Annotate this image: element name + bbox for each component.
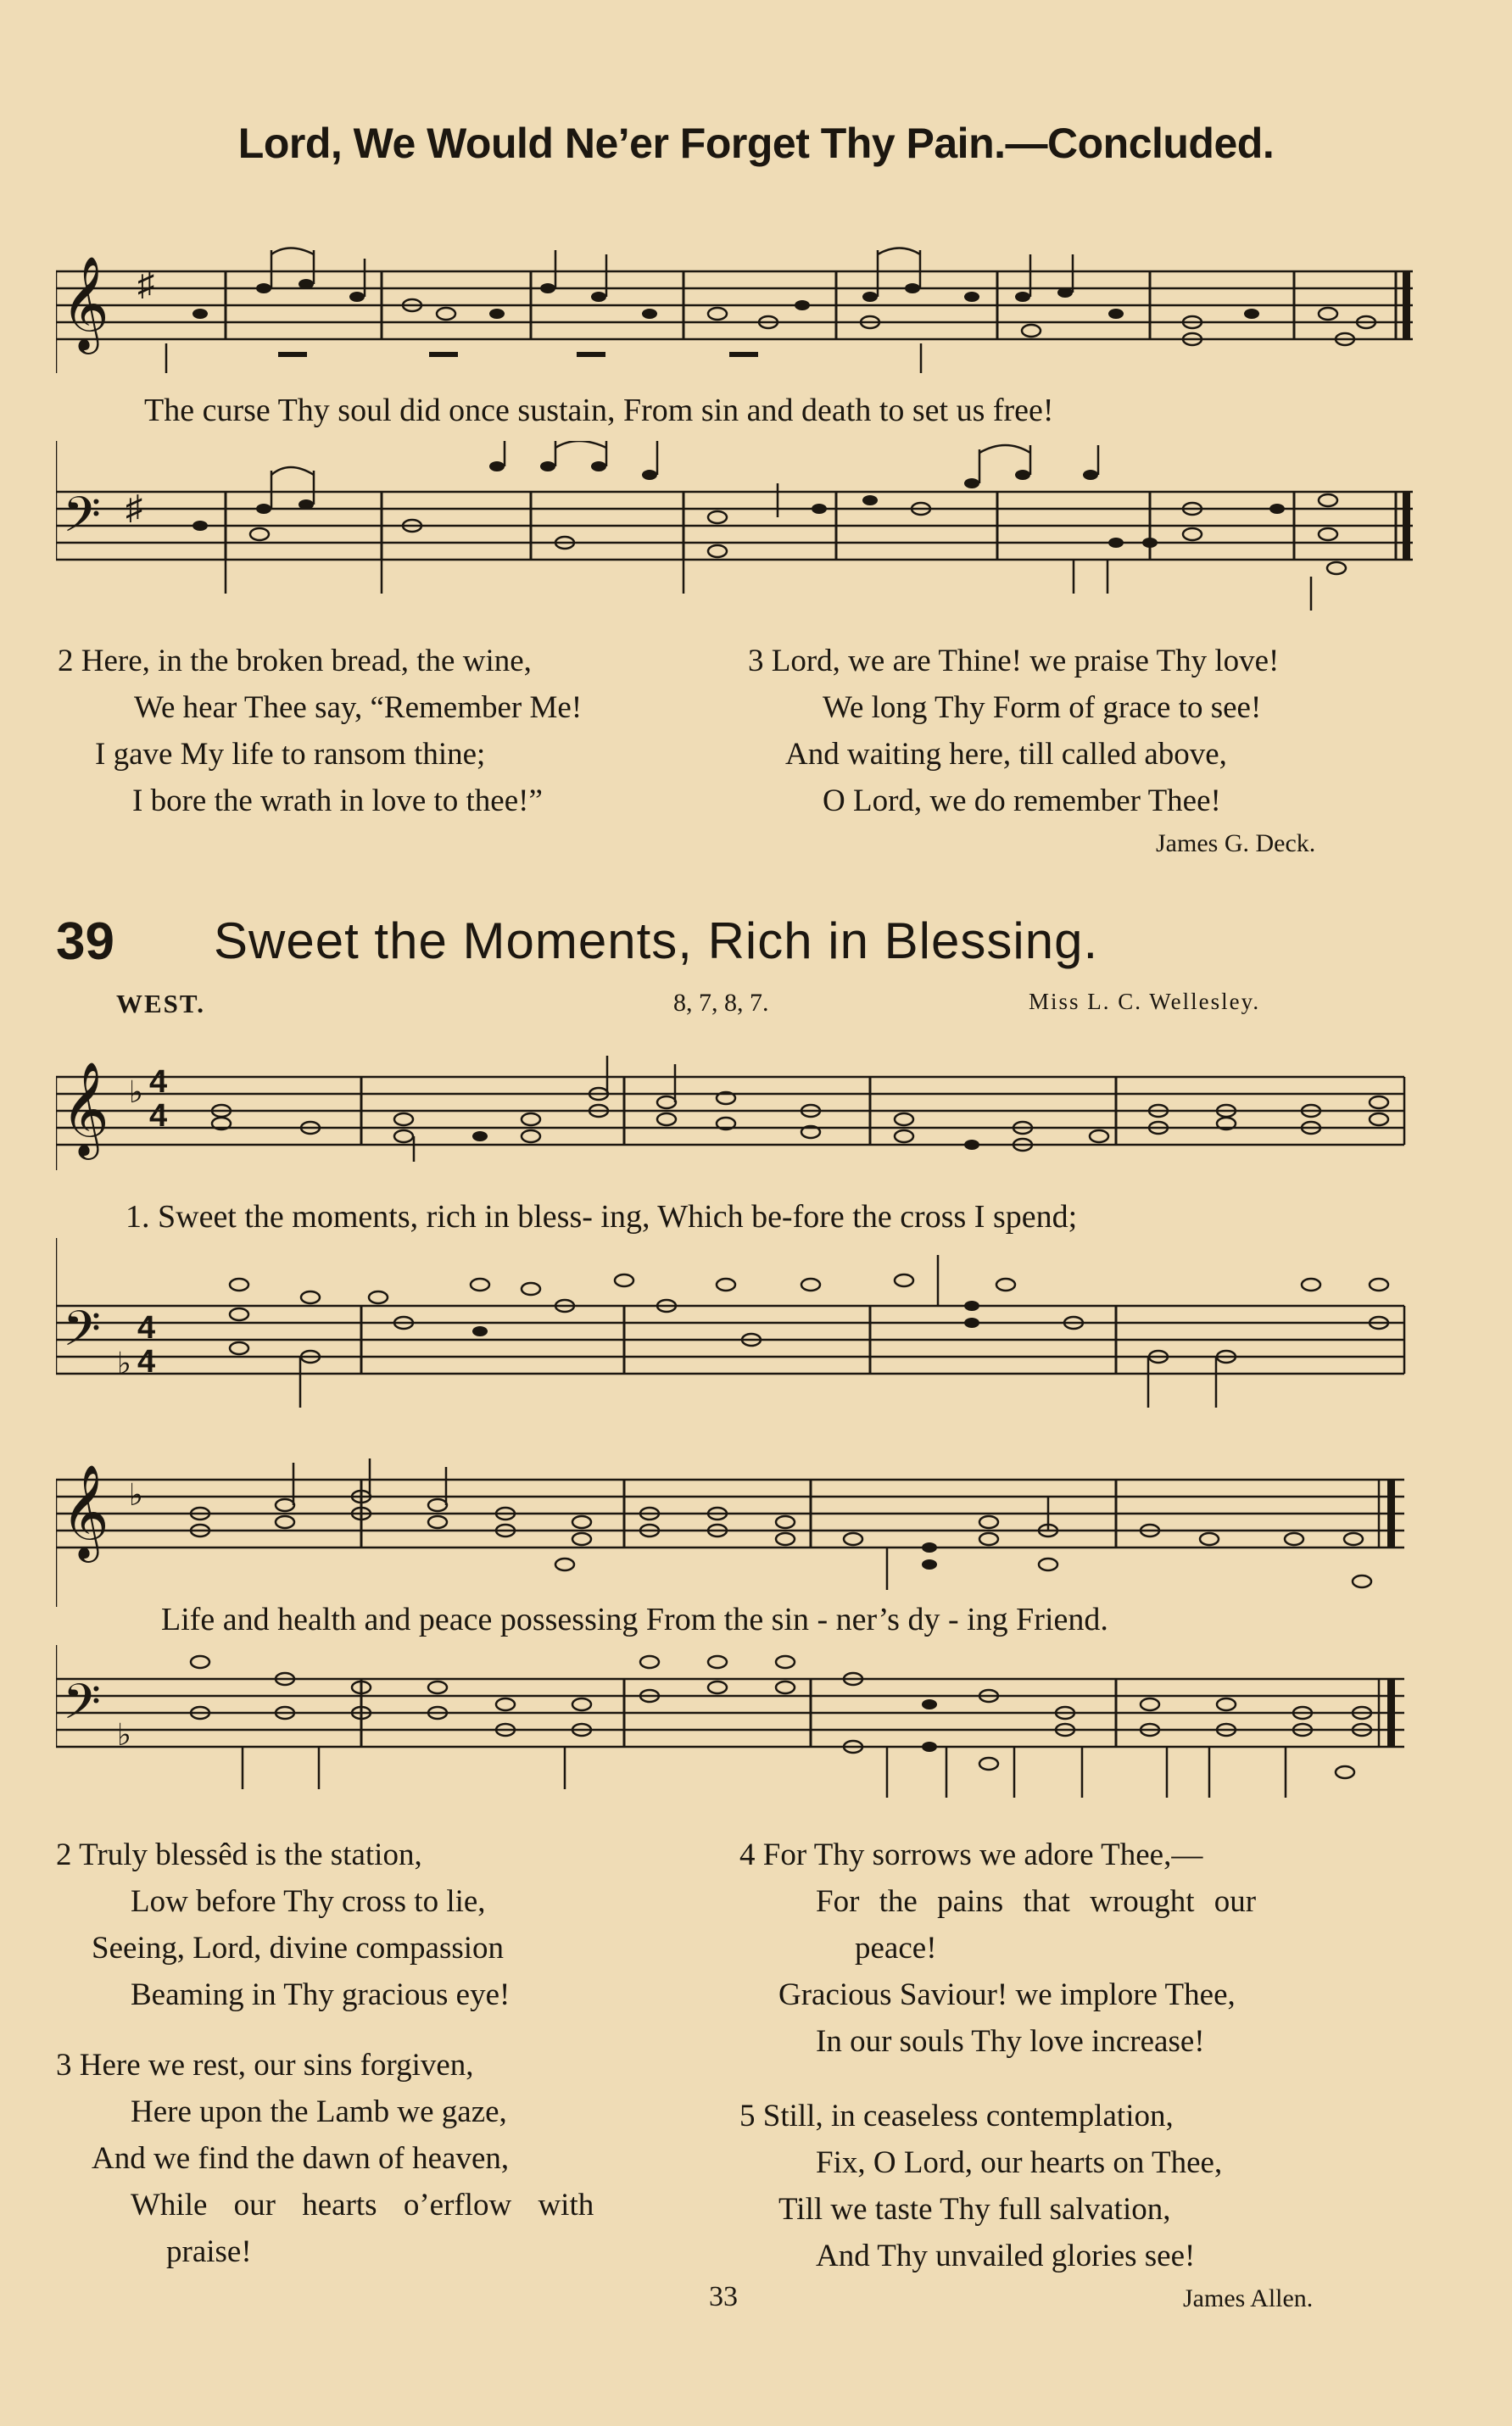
hymn-39-lyric-line-1: 1. Sweet the moments, rich in bless- ing, Which be-fore the cross I spend;: [126, 1199, 1078, 1235]
hymn-38-verse-2: [58, 638, 582, 824]
tune-name: WEST.: [116, 989, 206, 1018]
hymn-39-verse-4: [739, 1832, 1256, 2065]
verse-line: 4 For Thy sorrows we adore Thee,—: [739, 1838, 1203, 1872]
svg-text:♯: ♯: [126, 488, 142, 527]
svg-text:4: 4: [137, 1310, 156, 1346]
svg-text:𝄢: 𝄢: [63, 1300, 102, 1369]
verse-line: Beaming in Thy gracious eye!: [131, 1977, 511, 2012]
verse-line: Till we taste Thy full salvation,: [778, 2192, 1171, 2227]
hymn-39-verse-3: [56, 2042, 594, 2275]
hymn-38-verse-3: [748, 638, 1279, 824]
music-staff-treble-1: [56, 246, 1414, 373]
verse-line: O Lord, we do remember Thee!: [823, 784, 1221, 818]
svg-text:♯: ♯: [137, 265, 154, 303]
hymn-number: 39: [56, 912, 114, 971]
svg-text:𝄞: 𝄞: [61, 1464, 109, 1559]
verse-line: We long Thy Form of grace to see!: [823, 690, 1262, 725]
verse-line: And we find the dawn of heaven,: [92, 2141, 510, 2176]
verse-line: Low before Thy cross to lie,: [131, 1884, 486, 1919]
music-staff-treble-2: [56, 1051, 1414, 1170]
verse-line: While our hearts o’erflow with: [131, 2188, 594, 2222]
svg-text:♭: ♭: [129, 1075, 143, 1109]
verse-line: For the pains that wrought our: [816, 1884, 1257, 1919]
verse-line: praise!: [166, 2234, 252, 2269]
hymn-39-verse-2: [56, 1832, 510, 2018]
svg-text:4: 4: [137, 1344, 156, 1380]
svg-text:♭: ♭: [117, 1718, 131, 1752]
verse-line: I bore the wrath in love to thee!”: [132, 784, 543, 818]
verse-line: In our souls Thy love increase!: [816, 2024, 1205, 2059]
verse-line: And waiting here, till called above,: [785, 737, 1227, 772]
verse-line: Gracious Saviour! we implore Thee,: [778, 1977, 1236, 2012]
verse-line: peace!: [855, 1931, 937, 1966]
verse-line: Here upon the Lamb we gaze,: [131, 2094, 507, 2129]
svg-text:𝄞: 𝄞: [61, 1061, 109, 1156]
hymn-39-lyric-line-2: Life and health and peace possessing From the sin - ner’s dy - ing Friend.: [161, 1602, 1108, 1637]
verse-line: 3 Here we rest, our sins forgiven,: [56, 2048, 474, 2083]
verse-line: 3 Lord, we are Thine! we praise Thy love!: [748, 644, 1280, 678]
verse-line: Seeing, Lord, divine compassion: [92, 1931, 505, 1966]
svg-text:𝄞: 𝄞: [61, 255, 109, 350]
hymn-38-title: Lord, We Would Ne’er Forget Thy Pain.—Concluded.: [237, 120, 1275, 167]
verse-line: 2 Truly blessêd is the station,: [56, 1838, 422, 1872]
verse-line: Fix, O Lord, our hearts on Thee,: [816, 2145, 1223, 2180]
svg-text:𝄢: 𝄢: [63, 1673, 102, 1743]
meter: 8, 7, 8, 7.: [673, 989, 769, 1017]
hymn-39-title: Sweet the Moments, Rich in Blessing.: [214, 912, 1099, 969]
verse-line: 2 Here, in the broken bread, the wine,: [58, 644, 532, 678]
hymn-39-verse-5: [739, 2093, 1222, 2279]
music-staff-bass-1: [56, 441, 1414, 611]
svg-text:4: 4: [149, 1098, 168, 1134]
composer: Miss L. C. Wellesley.: [1029, 989, 1261, 1014]
hymn-38-author: James G. Deck.: [1156, 829, 1316, 857]
verse-line: I gave My life to ransom thine;: [95, 737, 486, 772]
page-number: 33: [709, 2281, 738, 2312]
verse-line: 5 Still, in ceaseless contemplation,: [739, 2099, 1174, 2133]
verse-line: And Thy unvailed glories see!: [816, 2239, 1196, 2273]
music-staff-bass-2: [56, 1238, 1414, 1425]
hymn-38-lyric-line: The curse Thy soul did once sustain, From sin and death to set us free!: [144, 393, 1054, 428]
svg-text:♭: ♭: [117, 1347, 131, 1380]
music-staff-treble-3: [56, 1454, 1414, 1607]
hymn-39-author: James Allen.: [1183, 2284, 1314, 2312]
music-staff-bass-3: [56, 1645, 1414, 1815]
svg-text:♭: ♭: [129, 1478, 143, 1512]
svg-text:𝄢: 𝄢: [63, 486, 102, 555]
verse-line: We hear Thee say, “Remember Me!: [134, 690, 583, 725]
svg-text:4: 4: [149, 1064, 168, 1100]
